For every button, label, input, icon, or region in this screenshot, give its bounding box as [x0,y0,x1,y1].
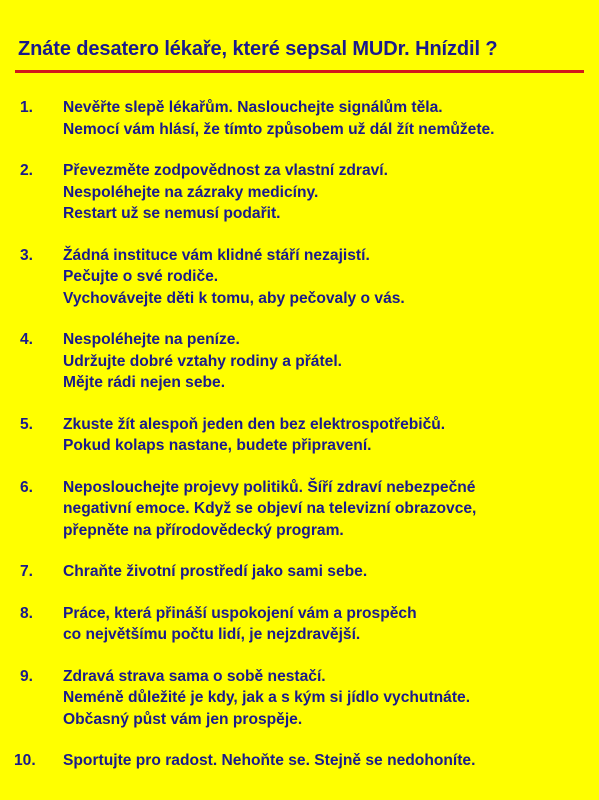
item-line: Nemocí vám hlásí, že tímto způsobem už dál žít nemůžete. [63,120,495,138]
item-line: Chraňte životní prostředí jako sami sebe. [63,563,368,580]
item-line: Vychovávejte děti k tomu, aby pečovaly o vás. [63,289,405,307]
item-line: Udržujte dobré vztahy rodiny a přátel. [63,352,343,370]
item-number: 3. [20,246,34,264]
item-line: Pokud kolaps nastane, budete připravení. [63,437,372,454]
item-line: Občasný půst vám jen prospěje. [63,710,303,728]
item-line: Žádná instituce vám klidné stáří nezajistí. [63,246,370,264]
item-line: Neposlouchejte projevy politiků. Šíří zdraví nebezpečné [63,478,476,496]
item-line: Nevěřte slepě lékařům. Naslouchejte signálům těla. [63,99,443,116]
list-item [0,160,599,225]
item-line: Nespoléhejte na zázraky medicíny. [63,183,319,201]
item-number: 4. [20,331,34,348]
item-line: Neméně důležité je kdy, jak a s kým si jídlo vychutnáte. [63,689,471,706]
item-line: negativní emoce. Když se objeví na televizní obrazovce, [63,500,477,517]
item-number: 5. [20,415,34,433]
list-item [0,414,599,457]
item-line: Pečujte o své rodiče. [63,268,219,285]
item-line: Sportujte pro radost. Nehoňte se. Stejně se nedohoníte. [63,752,476,769]
list-item [0,666,599,731]
list-item [0,750,599,772]
item-line: Zdravá strava sama o sobě nestačí. [63,667,326,685]
item-line: Převezměte zodpovědnost za vlastní zdraví. [63,162,388,179]
item-number: 2. [20,162,34,179]
page-title: Znáte desatero lékaře, které sepsal MUDr. Hnízdil ? [18,38,498,60]
item-number: 9. [20,667,34,685]
item-line: přepněte na přírodovědecký program. [63,521,344,539]
list-item [0,329,599,394]
list-item [0,603,599,646]
list-item [0,477,599,542]
item-line: Práce, která přináší uspokojení vám a prospěch [63,604,417,622]
item-line: Mějte rádi nejen sebe. [63,374,226,391]
item-number: 8. [20,604,34,622]
list-item [0,97,599,140]
item-line: Nespoléhejte na peníze. [63,331,240,348]
item-line: co největšímu počtu lidí, je nejzdravější. [63,626,361,643]
item-number: 7. [20,563,34,580]
item-line: Zkuste žít alespoň jeden den bez elektrospotřebičů. [63,415,446,433]
list-item [0,245,599,310]
list-item [0,561,599,583]
item-number: 10. [14,752,36,769]
title-underline [15,70,584,73]
item-number: 6. [20,478,34,496]
item-line: Restart už se nemusí podařit. [63,205,281,222]
item-number: 1. [20,99,34,116]
commandments-list [0,97,599,792]
